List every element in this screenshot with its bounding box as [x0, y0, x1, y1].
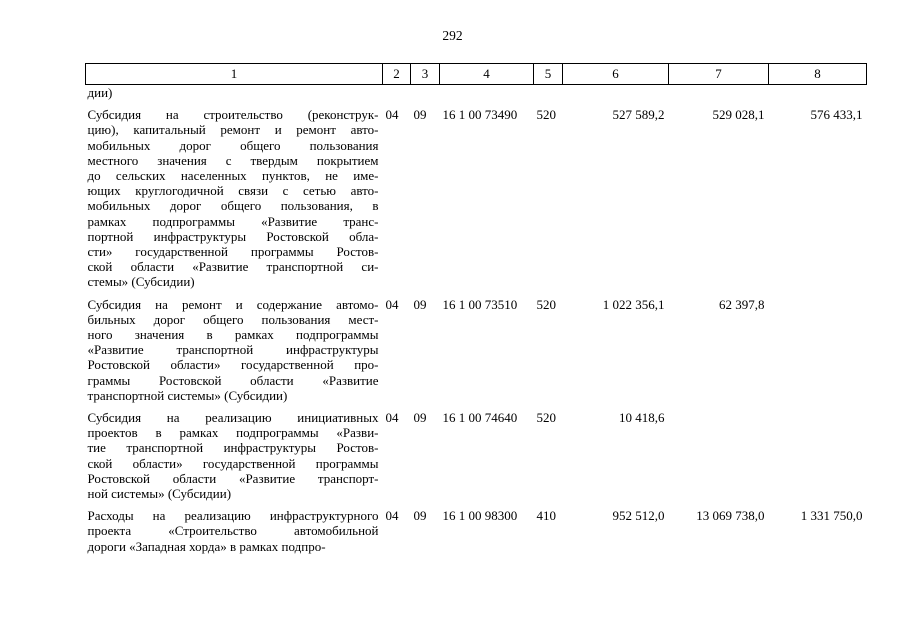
description-line: мобильных дорог общего пользования: [87, 137, 379, 153]
row-description: [86, 403, 383, 501]
description-line: мобильных дорог общего пользования, в: [87, 198, 379, 214]
table-row: [86, 403, 867, 501]
header-col-3: 3: [411, 64, 440, 85]
table-row: [86, 290, 867, 403]
target-article-code: 16 1 00 73510: [442, 296, 518, 312]
amount-col-7: [669, 403, 769, 501]
continuation-row: [86, 85, 867, 101]
description-line: тие транспортной инфраструктуры Ростов-: [87, 440, 379, 456]
header-col-2: 2: [383, 64, 411, 85]
amount-col-8: [769, 403, 867, 501]
expense-type-code: 520: [536, 410, 556, 426]
target-article-code: 16 1 00 74640: [442, 410, 518, 426]
description-line: Субсидия на ремонт и содержание автомо-: [87, 296, 379, 312]
amount-col-8: 576 433,1: [810, 107, 863, 123]
description-line: стемы» (Субсидии): [87, 274, 195, 290]
subsection-code: 09: [413, 107, 427, 123]
description-line: ской области» государственной программы: [87, 455, 379, 471]
amount-col-6: 527 589,2: [612, 107, 665, 123]
section-code: 04: [385, 410, 399, 426]
description-line: сти» государственной программы Ростов-: [87, 244, 379, 260]
description-line: бильных дорог общего пользования мест-: [87, 311, 379, 327]
description-line: Расходы на реализацию инфраструктурного: [87, 508, 379, 524]
description-line: «Развитие транспортной инфраструктуры: [87, 342, 379, 358]
header-col-8: 8: [769, 64, 867, 85]
subsection-code: 09: [413, 508, 427, 524]
amount-col-7: 13 069 738,0: [696, 508, 765, 524]
description-line: ной системы» (Субсидии): [87, 486, 232, 502]
amount-col-6: 10 418,6: [619, 410, 665, 426]
row-description: [86, 290, 383, 403]
section-code: 04: [385, 107, 399, 123]
subsection-code: 09: [413, 410, 427, 426]
description-line: граммы Ростовской области «Развитие: [87, 372, 379, 388]
table-header: [86, 64, 867, 85]
page-number: 292: [442, 28, 463, 43]
description-line: местного значения с твердым покрытием: [87, 152, 379, 168]
continuation-text: дии): [87, 85, 113, 100]
description-line: Ростовской области» государственной про-: [87, 357, 379, 373]
row-description: [86, 501, 383, 554]
section-code: 04: [385, 296, 399, 312]
target-article-code: 16 1 00 73490: [442, 107, 518, 123]
table-row: [86, 100, 867, 289]
target-article-code: 16 1 00 98300: [442, 508, 518, 524]
header-col-1: 1: [86, 64, 383, 85]
description-line: ской области «Развитие транспортной си-: [87, 259, 379, 275]
description-line: Субсидия на реализацию инициативных: [87, 410, 379, 426]
section-code: 04: [385, 508, 399, 524]
description-line: Ростовской области «Развитие транспорт-: [87, 470, 379, 486]
table-row: [86, 501, 867, 554]
description-line: Субсидия на строительство (реконструк-: [87, 107, 379, 123]
header-col-4: 4: [440, 64, 534, 85]
description-line: цию), капитальный ремонт и ремонт авто-: [87, 122, 379, 138]
description-line: ющих круглогодичной связи с сетью авто-: [87, 183, 379, 199]
description-line: портной инфраструктуры Ростовской обла-: [87, 228, 379, 244]
expense-type-code: 410: [536, 508, 556, 524]
expense-type-code: 520: [536, 107, 556, 123]
table-body: [86, 85, 867, 554]
header-col-7: 7: [669, 64, 769, 85]
header-col-6: 6: [563, 64, 669, 85]
row-description: [86, 100, 383, 289]
amount-col-7: 62 397,8: [719, 296, 765, 312]
budget-table: [85, 63, 867, 554]
description-line: ного значения в рамках подпрограммы: [87, 327, 379, 343]
amount-col-8: 1 331 750,0: [800, 508, 863, 524]
expense-type-code: 520: [536, 296, 556, 312]
amount-col-8: [769, 290, 867, 403]
description-line: дороги «Западная хорда» в рамках подпро-: [87, 538, 326, 554]
description-line: до сельских населенных пунктов, не име-: [87, 168, 379, 184]
description-line: транспортной системы» (Субсидии): [87, 387, 288, 403]
header-col-5: 5: [534, 64, 563, 85]
amount-col-6: 952 512,0: [612, 508, 665, 524]
amount-col-6: 1 022 356,1: [602, 296, 665, 312]
description-line: проекта «Строительство автомобильной: [87, 523, 379, 539]
description-line: рамках подпрограммы «Развитие транс-: [87, 213, 379, 229]
subsection-code: 09: [413, 296, 427, 312]
amount-col-7: 529 028,1: [712, 107, 765, 123]
description-line: проектов в рамках подпрограммы «Разви-: [87, 425, 379, 441]
